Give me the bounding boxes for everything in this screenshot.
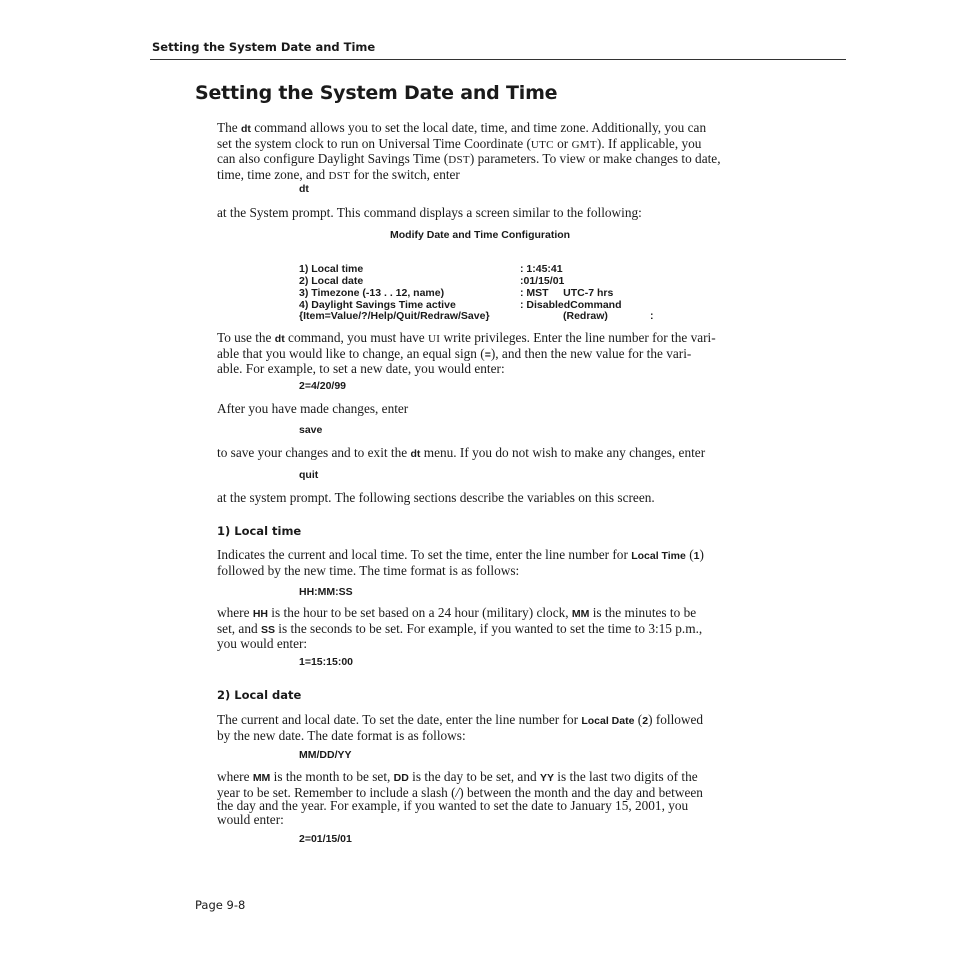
running-header: Setting the System Date and Time (152, 40, 376, 54)
exit-text: to save your changes and to exit the dt menu. If you do not wish to make any changes, enter (217, 445, 706, 460)
screen-redraw: (Redraw) (563, 310, 608, 322)
screen-row: 1) Local time (299, 263, 364, 275)
usage-line-3: able. For example, to set a new date, you would enter: (217, 361, 505, 376)
intro-paragraph (217, 121, 762, 183)
intro-line-4: time, time zone, and DST for the switch, enter (217, 166, 460, 182)
screen-row: 2) Local date (299, 275, 364, 287)
intro-line-1: The dt command allows you to set the local date, time, and time zone. Additionally, you can (217, 120, 707, 135)
page-number: Page 9-8 (195, 898, 246, 912)
date-where-line-2: year to be set. Remember to include a slash (/) between the month and the day and between (217, 784, 703, 800)
local-time-where-paragraph (217, 606, 762, 651)
header-rule (150, 59, 846, 60)
screen-row-value: : MST UTC-7 hrs (520, 287, 614, 299)
intro-paragraph-2: at the System prompt. This command displays a screen similar to the following: (217, 205, 642, 220)
screen-row: 4) Daylight Savings Time active (299, 299, 456, 311)
where-line-1: where HH is the hour to be set based on a 24 hour (military) clock, MM is the minutes to be (217, 605, 697, 620)
code-time-example: 1=15:15:00 (299, 656, 354, 668)
date-where-line-1: where MM is the month to be set, DD is the day to be set, and YY is the last two digits of the (217, 769, 698, 784)
page-title: Setting the System Date and Time (195, 82, 558, 104)
screen-row-value: : DisabledCommand (520, 299, 622, 311)
after-changes-text: After you have made changes, enter (217, 401, 409, 416)
local-date-paragraph (217, 713, 762, 742)
section-heading-local-time: 1) Local time (217, 524, 302, 538)
local-date-where-paragraph (217, 770, 762, 826)
intro-line-3: can also configure Daylight Savings Time (DST) parameters. To view or make changes to date, (217, 151, 721, 166)
code-dt: dt (299, 183, 309, 195)
code-save: save (299, 424, 323, 436)
local-time-line-1: Indicates the current and local time. To set the time, enter the line number for Local Time (1) (217, 547, 704, 562)
usage-line-1: To use the dt command, you must have UI write privileges. Enter the line number for the vari- (217, 330, 716, 345)
screen-row-value: : 1:45:41 (520, 263, 563, 275)
date-where-line-3: the day and the year. For example, if you wanted to set the date to January 15, 2001, you (217, 798, 689, 813)
code-date-example: 2=01/15/01 (299, 833, 352, 845)
local-time-line-2: followed by the new time. The time format is as follows: (217, 562, 520, 578)
code-time-format: HH:MM:SS (299, 586, 353, 598)
sections-intro-text: at the system prompt. The following sections describe the variables on this screen. (217, 490, 655, 505)
usage-line-2: able that you would like to change, an equal sign (=), and then the new value for the vari- (217, 345, 692, 361)
local-date-line-1: The current and local date. To set the date, enter the line number for Local Date (2) followed (217, 712, 704, 727)
screen-heading: Modify Date and Time Configuration (390, 229, 571, 241)
screen-colon: : (650, 310, 654, 322)
screen-command-line: {Item=Value/?/Help/Quit/Redraw/Save} (299, 310, 490, 322)
code-new-date: 2=4/20/99 (299, 380, 347, 392)
dt-command: dt (241, 123, 251, 135)
code-date-format: MM/DD/YY (299, 749, 352, 761)
date-where-line-4: would enter: (217, 811, 284, 827)
screen-row: 3) Timezone (-13 . . 12, name) (299, 287, 445, 299)
local-date-line-2: by the new date. The date format is as follows: (217, 727, 466, 743)
where-line-2: set, and SS is the seconds to be set. For example, if you wanted to set the time to 3:15 p.m., (217, 620, 703, 636)
usage-paragraph (217, 331, 762, 376)
local-time-paragraph (217, 548, 762, 577)
where-line-3: you would enter: (217, 636, 308, 651)
section-heading-local-date: 2) Local date (217, 688, 302, 702)
intro-line-2: set the system clock to run on Universal Time Coordinate (UTC or GMT). If applicable, you (217, 135, 702, 151)
code-quit: quit (299, 469, 319, 481)
screen-row-value: :01/15/01 (520, 275, 565, 287)
